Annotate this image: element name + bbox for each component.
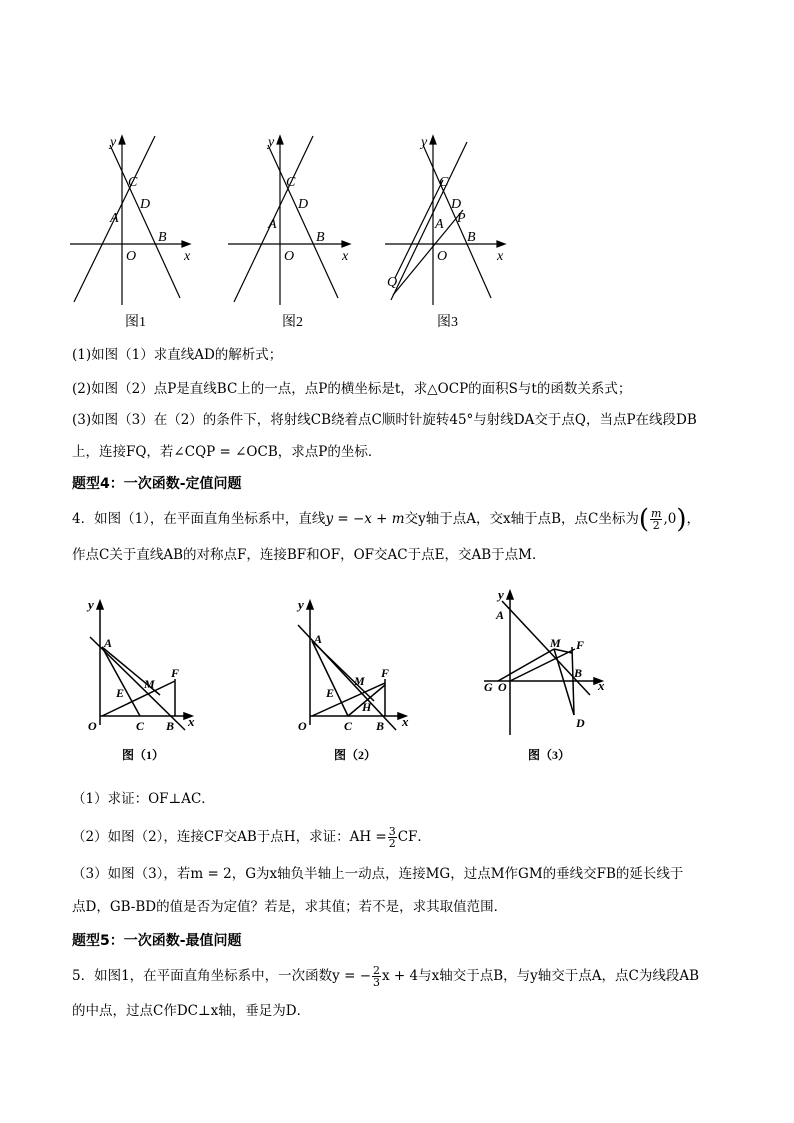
p3-question-3-line2: 上，连接FQ，若∠CQP = ∠OCB，求点P的坐标． xyxy=(72,444,382,460)
x-label: x xyxy=(184,249,191,264)
point-O: O xyxy=(437,249,448,264)
p4-q2-fraction: $\frac{3}{2}$ xyxy=(388,825,396,850)
y-label: y xyxy=(498,587,504,602)
point-O: O xyxy=(298,719,307,733)
point-M: M xyxy=(144,677,155,691)
figure-group-2 xyxy=(80,585,620,770)
point-F: F xyxy=(576,638,585,652)
point-C: C xyxy=(286,175,296,190)
y-label: y xyxy=(421,135,428,150)
figure-1 xyxy=(60,130,200,335)
x-label: x xyxy=(188,714,195,729)
point-A: A xyxy=(110,211,119,226)
point-C: C xyxy=(128,175,138,190)
p4-question-3-line2: 点D，GB-BD的值是否为定值？若是，求其值；若不是，求其取值范围． xyxy=(72,899,508,915)
point-A: A xyxy=(435,217,444,232)
point-Q: Q xyxy=(387,275,398,290)
figure-4-3 xyxy=(480,585,620,770)
point-B: B xyxy=(158,230,167,245)
p3-question-3-line1: (3)如图（3）在（2）的条件下，将射线CB绕着点C顺时针旋转45°与射线DA交于点Q，当点P在线段DB xyxy=(72,412,697,428)
p4-intro-b: 交y轴于点A，交x轴于点B，点C坐标为 xyxy=(404,511,639,527)
point-C: C xyxy=(136,719,145,733)
point-D: D xyxy=(140,197,151,212)
p4-question-3-line1: （3）如图（3），若m = 2，G为x轴负半轴上一动点，连接MG，过点M作GM的垂线交FB的延长线于 xyxy=(72,866,684,882)
point-H: H xyxy=(362,700,372,714)
figure-4-2 xyxy=(290,585,420,770)
point-O: O xyxy=(284,249,295,264)
type5-heading: 题型5：一次函数-最值问题 xyxy=(72,933,242,949)
point-M: M xyxy=(354,674,365,688)
point-P: P xyxy=(457,211,466,226)
caption-4-3: 图（3） xyxy=(528,748,571,762)
figure-3 xyxy=(375,130,525,335)
y-label: y xyxy=(298,597,304,612)
point-D: D xyxy=(451,197,462,212)
y-label: y xyxy=(88,597,94,612)
point-E: E xyxy=(116,686,125,700)
figure-4-1 xyxy=(80,585,210,770)
caption-fig3: 图3 xyxy=(437,315,458,330)
point-O: O xyxy=(88,719,97,733)
point-F: F xyxy=(381,666,390,680)
point-B: B xyxy=(467,230,476,245)
p4-line-equation: y = −x + m xyxy=(325,511,405,527)
y-label: y xyxy=(268,135,275,150)
point-A: A xyxy=(496,608,505,622)
caption-4-2: 图（2） xyxy=(334,748,377,762)
point-A: A xyxy=(104,636,113,650)
point-B: B xyxy=(316,230,325,245)
point-C: C xyxy=(344,719,353,733)
caption-4-1: 图（1） xyxy=(122,748,165,762)
p4-intro-a: 4．如图（1），在平面直角坐标系中，直线 xyxy=(72,511,326,527)
figure-group-1 xyxy=(60,130,520,335)
point-E: E xyxy=(326,686,335,700)
point-D: D xyxy=(576,716,585,730)
p5-intro-line2: 的中点，过点C作DC⊥x轴，垂足为D． xyxy=(72,1003,311,1019)
point-B: B xyxy=(574,666,583,680)
point-F: F xyxy=(171,666,180,680)
x-label: x xyxy=(497,249,504,264)
point-D: D xyxy=(298,197,309,212)
p4-coord-tail: ,0 xyxy=(663,511,677,527)
point-O: O xyxy=(498,680,507,694)
caption-fig1: 图1 xyxy=(125,315,146,330)
p4-coord-fraction: $\frac{m}{2}$ xyxy=(651,507,662,532)
point-M: M xyxy=(550,636,561,650)
p5-intro-line1: 5．如图1，在平面直角坐标系中，一次函数y = − $\frac{2}{3}$ x + 4与x轴交于点B，与y轴交于点A，点C为线段AB xyxy=(72,964,700,989)
p3-question-2: (2)如图（2）点P是直线BC上的一点，点P的横坐标是t，求△OCP的面积S与t的函数关系式； xyxy=(72,381,632,397)
x-label: x xyxy=(342,249,349,264)
point-A: A xyxy=(314,632,323,646)
caption-fig2: 图2 xyxy=(282,315,303,330)
y-label: y xyxy=(110,135,117,150)
type4-heading: 题型4：一次函数-定值问题 xyxy=(72,476,242,492)
x-label: x xyxy=(402,714,409,729)
p4-question-1: （1）求证：OF⊥AC． xyxy=(72,791,215,807)
p5-fraction: $\frac{2}{3}$ xyxy=(373,964,381,989)
p3-question-1: (1)如图（1）求直线AD的解析式； xyxy=(72,347,283,363)
x-label: x xyxy=(598,678,605,693)
figure-2 xyxy=(220,130,360,335)
point-B: B xyxy=(376,719,385,733)
p4-intro-line2: 作点C关于直线AB的对称点F，连接BF和OF，OF交AC于点E，交AB于点M． xyxy=(72,547,546,563)
point-O: O xyxy=(126,249,137,264)
p4-question-2: （2）如图（2），连接CF交AB于点H，求证：AH = $\frac{3}{2}$ CF． xyxy=(72,825,431,850)
point-A: A xyxy=(268,217,277,232)
p4-intro-line1: 4．如图（1），在平面直角坐标系中，直线y = −x + m交y轴于点A，交x轴于点B，点C坐标为( $\frac{m}{2}$ ,0)， xyxy=(72,504,700,535)
point-B: B xyxy=(166,719,175,733)
point-G: G xyxy=(484,680,493,694)
point-C: C xyxy=(439,175,449,190)
